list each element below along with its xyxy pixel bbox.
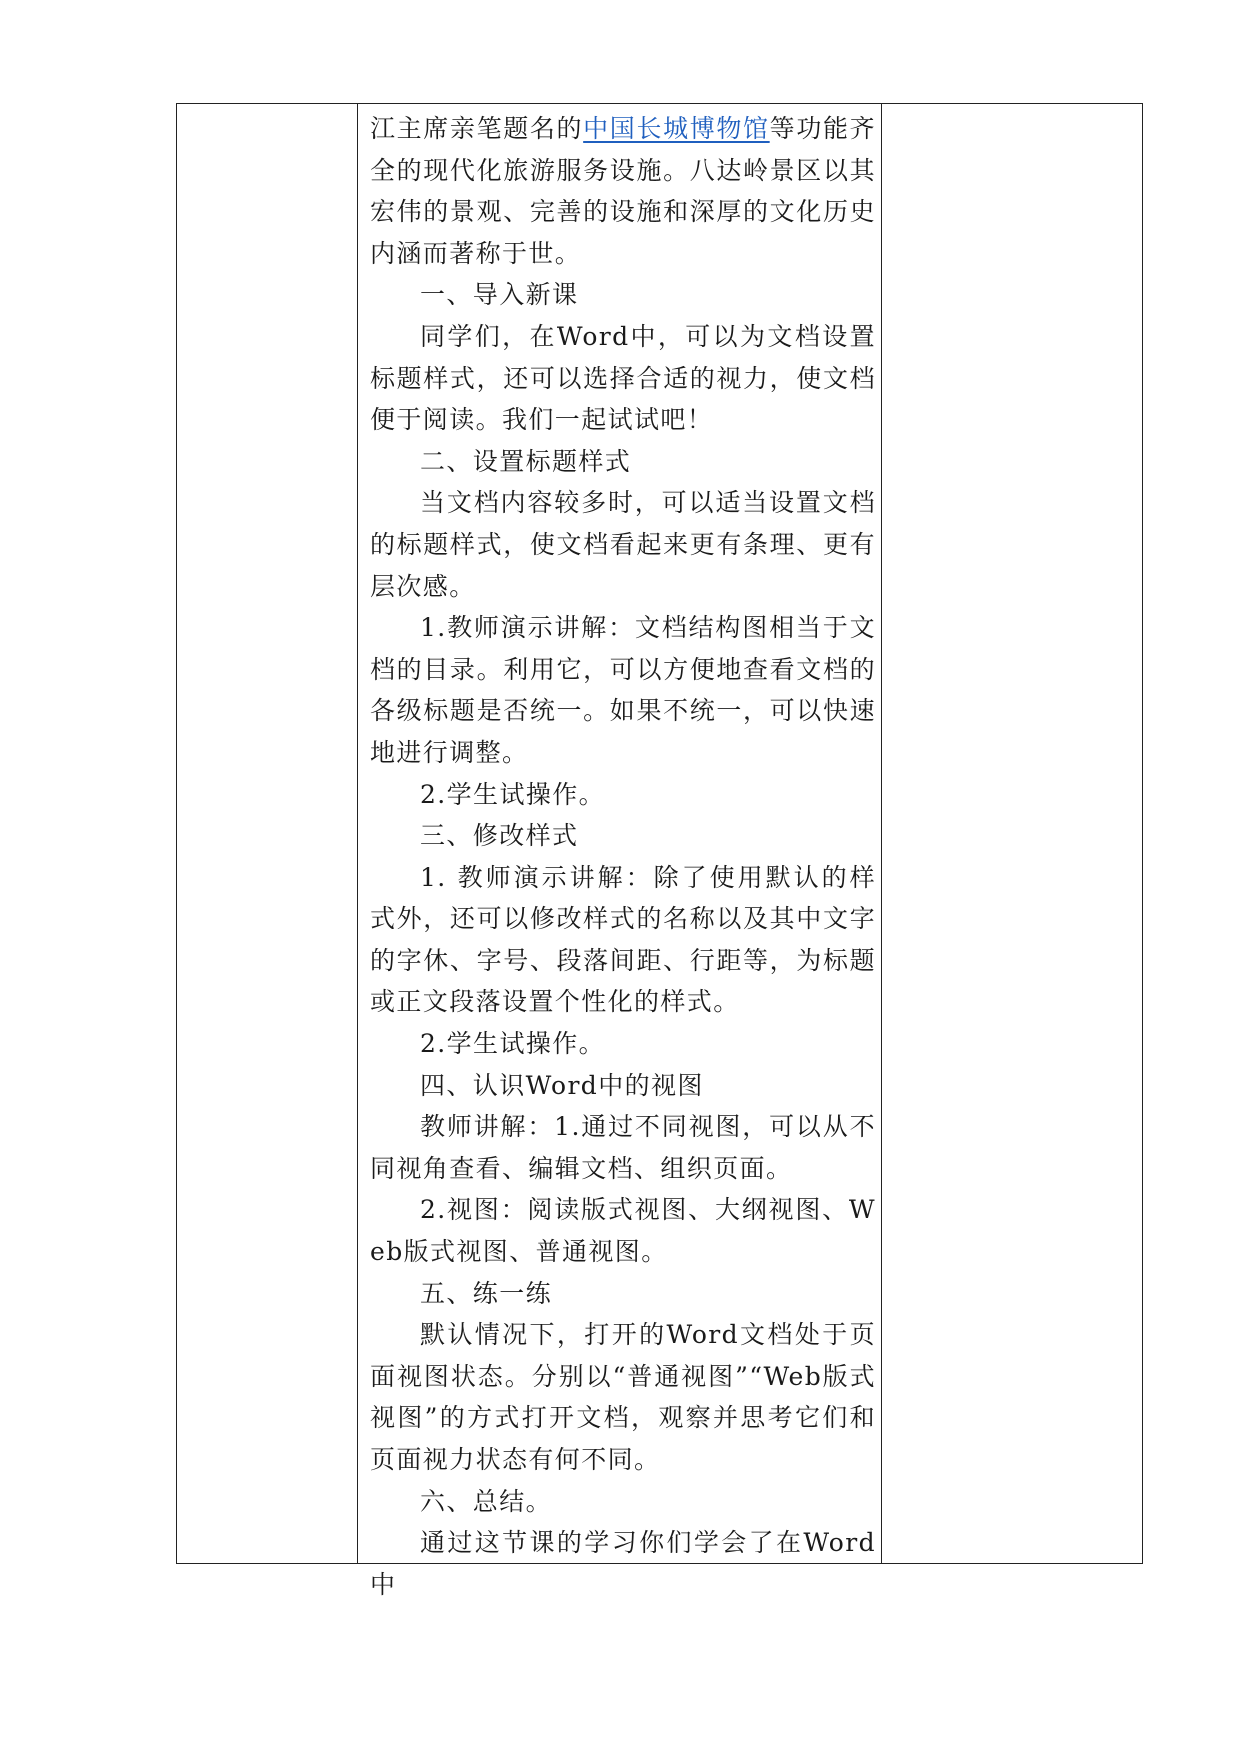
- lesson-content-cell: [370, 108, 877, 1599]
- section-heading-practice: 五、练一练: [420, 1278, 553, 1308]
- great-wall-museum-link[interactable]: 中国长城博物馆: [583, 114, 770, 143]
- body-paragraph: 同学们，在Word中，可以为文档设置标题样式，还可以选择合适的视力，使文档便于阅读。我们一起试试吧！: [370, 321, 876, 435]
- section-heading-word-views: 四、认识Word中的视图: [420, 1070, 704, 1100]
- body-paragraph: 2.学生试操作。: [420, 779, 606, 809]
- section-heading-summary: 六、总结。: [420, 1486, 553, 1516]
- intro-paragraph: [370, 108, 876, 274]
- column-divider-left: [357, 104, 358, 1563]
- section-heading-modify-styles: 三、修改样式: [420, 821, 579, 851]
- body-paragraph: 教师讲解：1.通过不同视图，可以从不同视角查看、编辑文档、组织页面。: [370, 1112, 876, 1183]
- body-paragraph: 2.视图：阅读版式视图、大纲视图、Web版式视图、普通视图。: [370, 1195, 876, 1267]
- body-paragraph: 默认情况下，打开的Word文档处于页面视图状态。分别以“普通视图”“Web版式视图”的方式打开文档，观察并思考它们和页面视力状态有何不同。: [370, 1320, 876, 1474]
- lesson-table: [176, 103, 1143, 1599]
- body-paragraph: 2.学生试操作。: [420, 1029, 606, 1059]
- body-paragraph: 1.教师演示讲解：文档结构图相当于文档的目录。利用它，可以方便地查看文档的各级标题是否统一。如果不统一，可以快速地进行调整。: [370, 613, 876, 767]
- intro-text-after-link: 等功能齐全的现代化旅游服务设施。八达岭景区以其宏伟的景观、完善的设施和深厚的文化历史内涵而著称于世。: [370, 114, 877, 268]
- column-divider-right: [881, 104, 882, 1563]
- section-heading-intro: 一、导入新课: [420, 280, 579, 310]
- body-paragraph: 通过这节课的学习你们学会了在Word中: [370, 1528, 876, 1599]
- intro-text-before-link: 江主席亲笔题名的: [370, 114, 584, 143]
- section-heading-title-styles: 二、设置标题样式: [420, 446, 632, 476]
- body-paragraph: 1. 教师演示讲解：除了使用默认的样式外，还可以修改样式的名称以及其中文字的字休、字号、段落间距、行距等，为标题或正文段落设置个性化的样式。: [370, 862, 876, 1017]
- body-paragraph: 当文档内容较多时，可以适当设置文档的标题样式，使文档看起来更有条理、更有层次感。: [370, 488, 876, 601]
